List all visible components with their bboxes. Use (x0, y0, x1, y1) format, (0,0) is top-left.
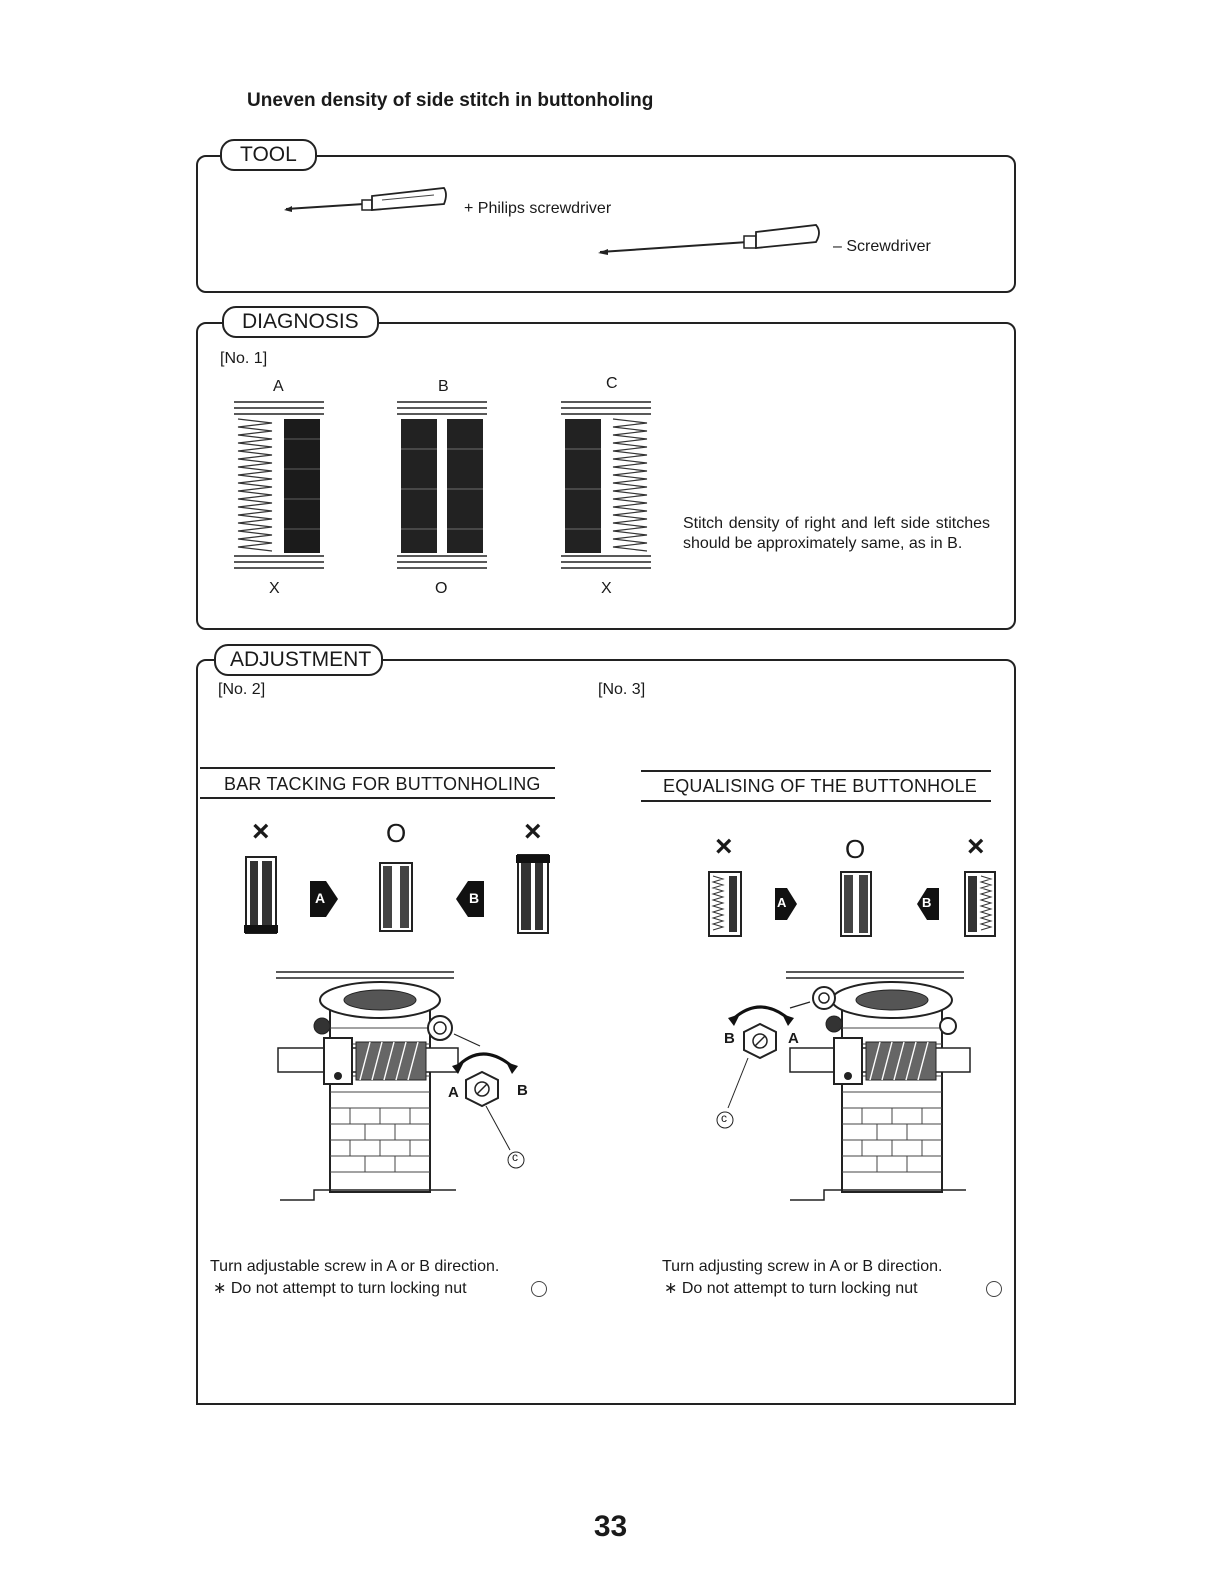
sample-b-mark: O (435, 580, 448, 597)
left-mark-3: × (524, 815, 542, 848)
philips-screwdriver-icon (284, 186, 449, 216)
right-arrow-a-label: A (777, 895, 787, 910)
right-subhead-rule-top (641, 770, 991, 772)
left-warning-nut-symbol (531, 1281, 547, 1297)
left-subhead-rule-bottom (200, 797, 555, 799)
diagnosis-heading: DIAGNOSIS (222, 306, 379, 338)
diagnosis-note: Stitch density of right and left side stitches should be approximately same, as in B. (683, 515, 990, 552)
left-arrow-b-label: B (469, 890, 480, 906)
page-title: Uneven density of side stitch in buttonholing (247, 90, 654, 111)
right-mechanism-illustration (710, 968, 980, 1204)
right-dir-a-label: A (788, 1030, 799, 1047)
sample-b-letter: B (438, 378, 449, 395)
left-dir-b-label: B (517, 1082, 528, 1099)
left-callout-c: c (512, 1150, 518, 1164)
right-buttonhole-row (705, 870, 1005, 942)
left-mark-2: O (386, 818, 407, 848)
left-buttonhole-row (240, 855, 560, 937)
right-warning: ∗ Do not attempt to turn locking nut (664, 1280, 918, 1297)
right-subhead-rule-bottom (641, 800, 991, 802)
left-instruction: Turn adjustable screw in A or B direction. (210, 1258, 500, 1275)
right-mark-3: × (967, 830, 985, 863)
left-subhead: BAR TACKING FOR BUTTONHOLING (224, 774, 541, 794)
figure-label-no1: [No. 1] (220, 350, 268, 367)
buttonhole-sample-a (234, 399, 324, 571)
sample-a-mark: X (269, 580, 280, 597)
buttonhole-sample-c (561, 399, 651, 571)
page-number: 33 (593, 1510, 628, 1543)
left-dir-a-label: A (448, 1084, 459, 1101)
philips-screwdriver-label: + Philips screwdriver (464, 200, 612, 217)
left-arrow-a-label: A (315, 890, 326, 906)
left-mechanism-illustration (270, 968, 540, 1204)
right-arrow-b-label: B (922, 895, 932, 910)
sample-a-letter: A (273, 378, 284, 395)
flat-screwdriver-icon (598, 222, 824, 256)
left-warning: ∗ Do not attempt to turn locking nut (213, 1280, 467, 1297)
flat-screwdriver-label: – Screwdriver (833, 238, 931, 255)
figure-label-no2: [No. 2] (218, 681, 266, 698)
right-callout-c: c (721, 1111, 727, 1125)
right-mark-2: O (845, 834, 866, 864)
tool-heading: TOOL (220, 139, 317, 171)
sample-c-letter: C (606, 375, 618, 392)
right-dir-b-label: B (724, 1030, 735, 1047)
right-warning-nut-symbol (986, 1281, 1002, 1297)
right-instruction: Turn adjusting screw in A or B direction. (662, 1258, 943, 1275)
right-mark-1: × (715, 830, 733, 863)
figure-label-no3: [No. 3] (598, 681, 646, 698)
right-subhead: EQUALISING OF THE BUTTONHOLE (663, 776, 977, 796)
sample-c-mark: X (601, 580, 612, 597)
buttonhole-sample-b (397, 399, 487, 571)
left-subhead-rule-top (200, 767, 555, 769)
left-mark-1: × (252, 815, 270, 848)
adjustment-heading: ADJUSTMENT (214, 644, 383, 676)
